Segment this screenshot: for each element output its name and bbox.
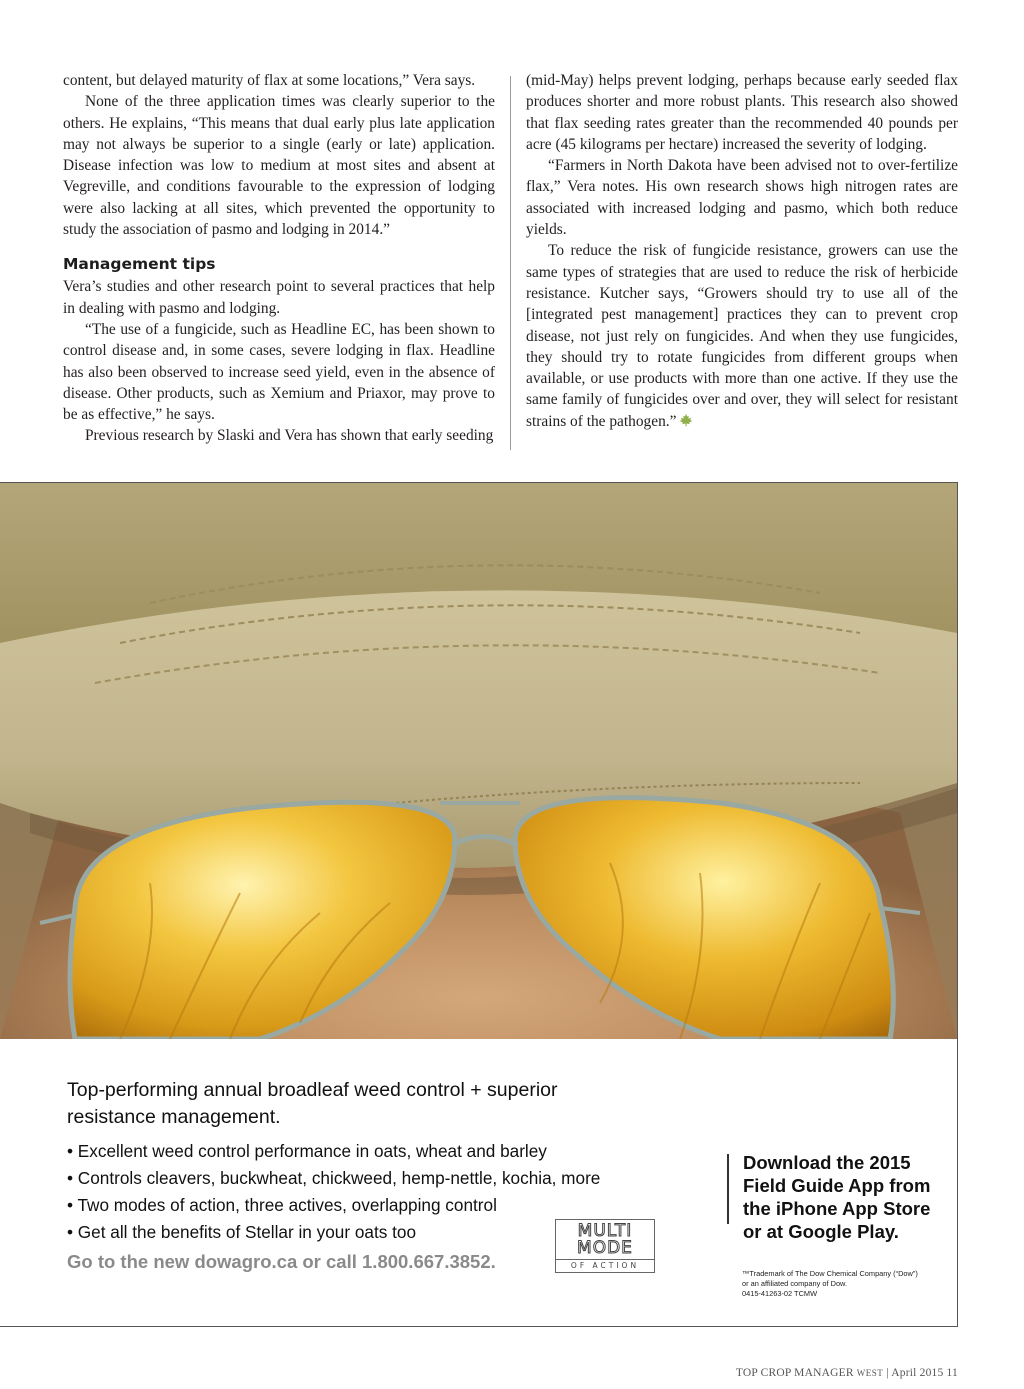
ad-bullet: • Excellent weed control performance in oats, wheat and barley (67, 1138, 600, 1165)
magazine-edition: WEST (856, 1368, 884, 1378)
paragraph: (mid-May) helps prevent lodging, perhaps because early seeded flax produces shorter and more robust plants. This research also showed that flax seeding rates greater than the recommended 40 pounds per acre (45 kilograms per hectare) increased the severity of lodging. (526, 72, 958, 153)
section-heading: Management tips (63, 255, 216, 274)
trademark-line: ™Trademark of The Dow Chemical Company (“Dow”) (742, 1269, 918, 1278)
app-promo-text: Download the 2015 Field Guide App from the iPhone App Store or at Google Play. (743, 1152, 931, 1242)
column-divider (510, 76, 511, 450)
paragraph: “Farmers in North Dakota have been advised not to over-fertilize flax,” Vera notes. His own research shows high nitrogen rates are associated with increased lodging and pasmo, which both reduce yields. (526, 157, 958, 239)
advertisement (0, 482, 958, 1327)
paragraph: content, but delayed maturity of flax at some locations,” Vera says. (63, 72, 476, 89)
logo-line: MULTI (577, 1221, 633, 1241)
trademark-notice (742, 1269, 952, 1299)
ad-bullet: • Get all the benefits of Stellar in your oats too (67, 1219, 600, 1246)
trademark-line: 0415-41263-02 TCMW (742, 1289, 818, 1298)
multi-mode-logo (555, 1219, 655, 1273)
paragraph-text: To reduce the risk of fungicide resistance, growers can use the same types of strategies that are used to reduce the risk of herbicide resistance. Kutcher says, “Growers should try to use all of the [integrated pest management] practices they can to prevent crop disease, not just rely on fungicides. And when they use fungicides, they should try to rotate fungicides from different groups when available, or use products with more than one active. If they use the same family of fungicides over and over, they will select for resistant strains of the pathogen.” (526, 242, 958, 430)
ad-bullet-list (67, 1138, 600, 1246)
issue-date: | April 2015 (886, 1367, 944, 1379)
article-column-right (526, 70, 958, 432)
ad-photo-cap-sunglasses (0, 483, 957, 1039)
paragraph (526, 240, 958, 432)
ad-headline: Top-performing annual broadleaf weed control + superior resistance management. (67, 1079, 558, 1128)
logo-line: MODE (577, 1238, 633, 1258)
ad-call-to-action[interactable]: Go to the new dowagro.ca or call 1.800.667.3852. (67, 1251, 496, 1272)
ad-bullet: • Controls cleavers, buckwheat, chickweed, hemp-nettle, kochia, more (67, 1165, 600, 1192)
paragraph: None of the three application times was clearly superior to the others. He explains, “This means that dual early plus late application may not always be superior to a single (early or late) application. Disease infection was low to medium at most sites and absent at Vegreville, and conditions favourable to the expression of lodging were also lacking at all sites, which prevented the opportunity to study the association of pasmo and lodging in 2014.” (63, 93, 495, 239)
ad-bullet: • Two modes of action, three actives, overlapping control (67, 1192, 600, 1219)
page-footer (736, 1367, 958, 1379)
maple-leaf-icon (679, 413, 693, 427)
magazine-name: TOP CROP MANAGER (735, 1367, 854, 1379)
page-number: 11 (946, 1367, 958, 1379)
paragraph: Vera’s studies and other research point to several practices that help in dealing with pasmo and lodging. (63, 278, 495, 317)
paragraph: Previous research by Slaski and Vera has shown that early seeding (85, 427, 494, 445)
article-column-left (63, 70, 495, 447)
logo-line: OF ACTION (556, 1259, 654, 1272)
ad-divider (727, 1154, 729, 1224)
trademark-line: or an affiliated company of Dow. (742, 1279, 848, 1288)
paragraph: “The use of a fungicide, such as Headline EC, has been shown to control disease and, in some cases, severe lodging in flax. Headline has also been observed to increase seed yield, even in the absence of disease. Other products, such as Xemium and Priaxor, may prove to be as effective,” he says. (63, 320, 495, 424)
